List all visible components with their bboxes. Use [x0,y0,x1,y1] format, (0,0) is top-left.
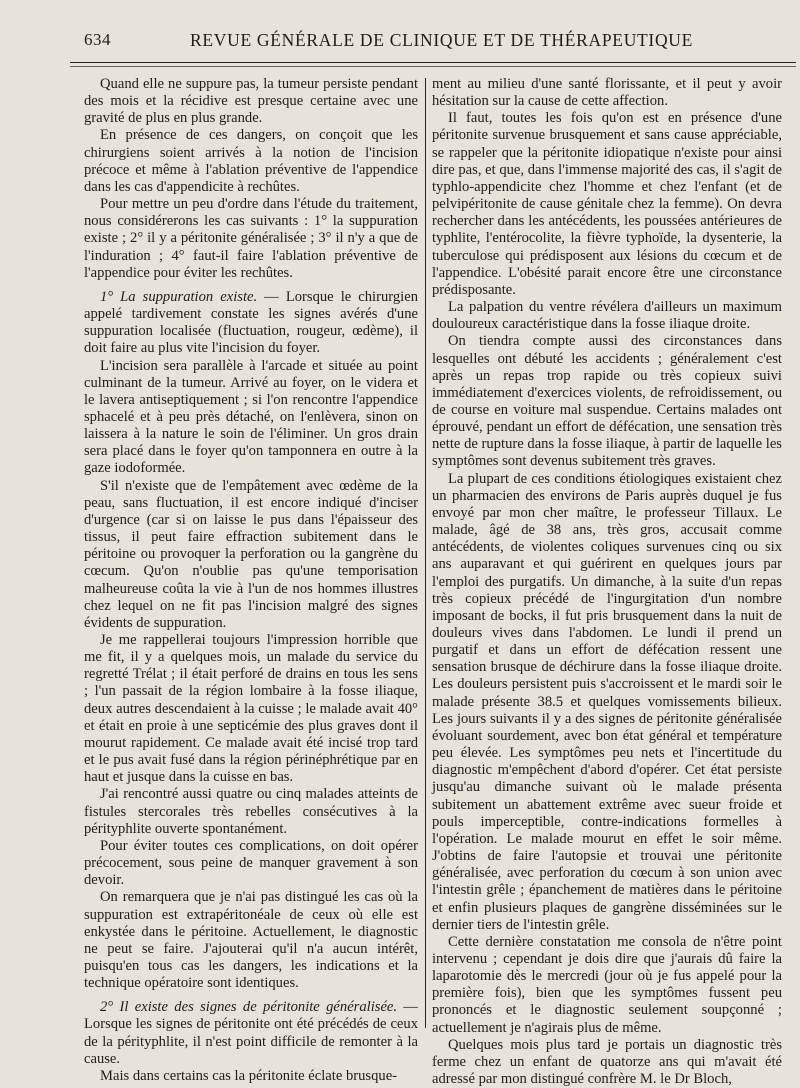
paragraph-text: Quelques mois plus tard je portais un diagnostic très ferme chez un enfant de quatorze ans qui m'avait été adressé par mon distingué confrère M. le Dr Bloch, [432,1036,782,1088]
paragraph [84,632,418,786]
paragraph [84,889,418,992]
page-header [0,24,800,54]
column-rule [425,78,426,1028]
paragraph-text: Pour mettre un peu d'ordre dans l'étude du traitement, nous considérerons les cas suivants : 1° la suppuration existe ; 2° il y a péritonite généralisée ; 3° il n'y a que de l'induration ; 4° faut-il faire l'ablation préventive de l'appendice pour éviter les rechûtes. [84,196,418,281]
paragraph-text: La palpation du ventre révélera d'ailleurs un maximum douloureux caractéristique dans la fosse iliaque droite. [432,299,782,333]
paragraph-text: — Lorsque les signes de péritonite ont été précédés de ceux de la pérityphlite, il n'est point difficile de remonter à la cause. [84,999,418,1067]
paragraph-text: Quand elle ne suppure pas, la tumeur persiste pendant des mois et la récidive est presque certaine avec une gravité de plus en plus grande. [84,76,418,127]
paragraph-text: La plupart de ces conditions étiologiques existaient chez un pharmacien des environs de Paris auprès duquel je fus envoyé par mon cher maître, le professeur Tillaux. Le malade, âgé de 38 ans, très gros, accusait comme antécédents, de violentes coliques survenues cinq ou six ans auparavant et qui guérirent en quelques jours par l'emploi des purgatifs. Un dimanche, à la suite d'un repas très copieux précédé de l'ingurgitation d'un nombre imposant de bocks, il fut pris brusquement dans la nuit de douleurs vives dans l'abdomen. Le lundi il prend un purgatif et dans un effort de défécation ressent une sensation brusque de déchirure dans la fosse iliaque droite. Les douleurs persistent puis s'accroissent et le mardi soir le malade présente 38.5 et quelques vomissements bilieux. Les jours suivants il y a des signes de péritonite généralisée évoluant sourdement, avec bon état général et température peu élevée. Les symptômes peu nets et l'incertitude du diagnostic m'empêchent d'abord d'opérer. Cet état persiste jusqu'au dimanche suivant où le malade présenta subitement un abattement extrême avec sueur froide et pouls imperceptible, contre-indications formelles à l'opération. Le malade mourut en effet le soir même. J'obtins de faire l'autopsie et trouvai une péritonite généralisée, avec perforation du cœcum à son union avec l'intestin grêle ; épanchement de matières dans le péritoine et enfin plusieurs plaques de gangrène disséminées sur le dernier tiers de l'intestin grêle. [432,470,782,933]
paragraph [432,76,782,110]
left-column [84,76,418,1084]
running-title: REVUE GÉNÉRALE DE CLINIQUE ET DE THÉRAPEUTIQUE [190,30,694,50]
paragraph-text: Mais dans certains cas la péritonite éclate brusque- [100,1067,398,1084]
paragraph-text: ment au milieu d'une santé florissante, et il peut y avoir hésitation sur la cause de cette affection. [432,76,782,110]
paragraph-text: Je me rappellerai toujours l'impression horrible que me fit, il y a quelques mois, un malade du service du regretté Trélat ; il était perforé de drains en tous les sens ; l'un passait de la région lombaire à la fosse iliaque, deux autres descendaient à la cuisse ; le malade avait 40° et était en proie à une septicémie des plus graves dont il mourut rapidement. Ce malade avait été incisé trop tard et le pus avait fusé dans la région périnéphrétique par en haut et jusque dans la cuisse en bas. [84,632,418,786]
paragraph-text: Pour éviter toutes ces complications, on doit opérer précocement, sous peine de manquer gravement à son devoir. [84,837,418,889]
paragraph-text: On remarquera que je n'ai pas distingué les cas où la suppuration est extrapéritonéale de ceux où elle est enkystée dans le péritoine. Actuellement, le diagnostic ne peut se faire. J'ajouterai qu'il n'a aucun intérêt, puisqu'en tous cas les dangers, les indications et la technique opératoire sont identiques. [84,889,418,992]
paragraph [84,76,418,127]
paragraph-text: S'il n'existe que de l'empâtement avec œdème de la peau, sans fluctuation, il est encore indiqué d'inciser d'urgence (car si on laisse le pus dans l'épaisseur des tissus, il peut faire effraction subitement dans le péritoine ou provoquer la perforation ou la gangrène du cœcum. Qu'on n'oublie pas qu'une temporisation malheureuse coûta la vie à l'un de nos hommes illustres chez lequel on ne fit pas l'incision malgré des signes évidents de suppuration. [84,477,418,631]
header-rule [70,62,796,63]
paragraph [84,999,418,1068]
paragraph [84,196,418,282]
paragraph [84,478,418,632]
header-rule-thin [70,66,796,67]
paragraph-text: Il faut, toutes les fois qu'on est en présence d'une péritonite survenue brusquement et sans cause appréciable, se rappeler que la péritonite idiopatique n'existe pour ainsi dire pas, et que, dans l'immense majorité des cas, il s'agit de typhlo-appendicite chez l'homme et chez l'enfant (et de pelvipéritonite de cause génitale chez la femme). On devra rechercher dans les antécédents, les poussées antérieures de typhlite, l'entérocolite, la fièvre typhoïde, la dysenterie, la tuberculose qui prédisposent aux lésions du cœcum et de l'appendice. L'obésité parait encore être une circonstance prédisposante. [432,110,782,298]
paragraph [432,471,782,934]
paragraph [432,110,782,299]
paragraph [432,1037,782,1088]
paragraph-text: L'incision sera parallèle à l'arcade et située au point culminant de la tumeur. Arrivé au foyer, on le videra et le lavera antiseptiquement ; si l'on rencontre l'appendice sphacelé et à peu près détaché, on l'enlèvera, sinon on laissera à la nature le soin de l'éliminer. Un gros drain sera placé dans le foyer qu'on tamponnera en outre à la gaze iodoformée. [84,357,418,477]
paragraph [432,299,782,333]
section-heading: 2° Il existe des signes de péritonite généralisée. [100,999,398,1016]
paragraph [432,333,782,470]
paragraph-text: — Lorsque le chirurgien appelé tardivement constate les signes avérés d'une suppuration localisée (fluctuation, rougeur, œdème), il doit faire au plus vite l'incision du foyer. [84,288,418,357]
paragraph [432,934,782,1037]
right-column [432,76,782,1088]
paragraph-text: Cette dernière constatation me consola de n'être point intervenu ; cependant je dois dire que j'aurais dû faire la laparotomie dès le mercredi (jour où je fus appelé pour la première fois), bien que les symptômes fussent peu prononcés et le diagnostic seulement soupçonné ; actuellement je n'agirais plus de même. [432,933,782,1036]
paragraph [84,358,418,478]
paragraph [84,127,418,196]
paragraph-text: On tiendra compte aussi des circonstances dans lesquelles ont débuté les accidents ; généralement c'est après un repas trop rapide ou très copieux suivi immédiatement d'exercices violents, de refroidissement, ou de course en voiture mal suspendue. Certains malades ont éprouvé, pendant un effort de défécation, une sensation très nette de rupture dans la fosse iliaque, à partir de laquelle les symptômes sont devenus subitement très graves. [432,333,782,470]
paragraph [84,786,418,837]
paragraph-text: En présence de ces dangers, on conçoit que les chirurgiens soient arrivés à la notion de l'incision précoce et même à l'ablation préventive de l'appendice dans les cas d'appendicite à rechûtes. [84,127,418,195]
section-heading: 1° La suppuration existe. [100,288,258,305]
paragraph-text: J'ai rencontré aussi quatre ou cinq malades atteints de fistules stercorales très rebelles consécutives à la pérityphlite ouverte spontanément. [84,786,418,837]
paragraph [84,1068,418,1085]
page-number: 634 [84,30,111,49]
paragraph [84,838,418,889]
paragraph [84,289,418,358]
